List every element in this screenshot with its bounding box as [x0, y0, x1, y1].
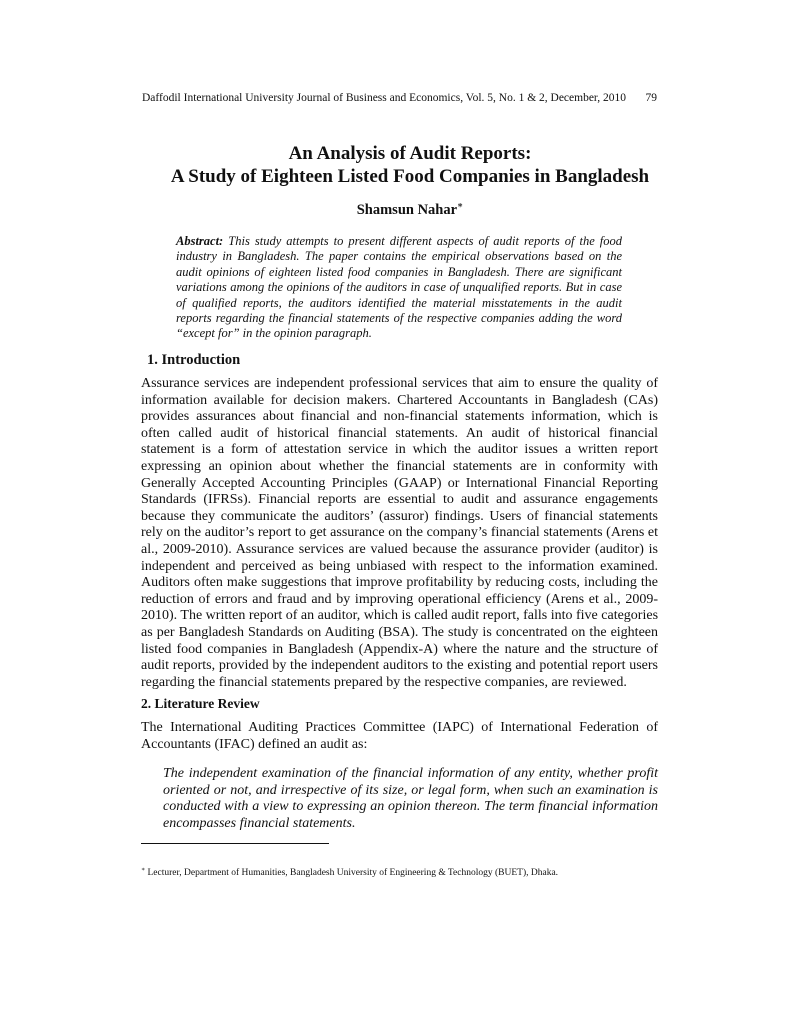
abstract-label: Abstract: [176, 234, 224, 248]
section-heading-introduction: 1. Introduction [147, 352, 241, 368]
section-heading-literature-review: 2. Literature Review [141, 696, 260, 711]
author-name: Shamsun Nahar [356, 201, 458, 218]
journal-citation: Daffodil International University Journal of Business and Economics, Vol. 5, No. 1 & 2, December, 2010 [142, 92, 627, 104]
abstract-text: This study attempts to present different aspects of audit reports of the food industry in Bangladesh. The paper contains the empirical observations based on the audit opinions of eighteen listed food companies in Bangladesh. There are significant variations among the opinions of the auditors in case of unqualified reports. But in case of qualified reports, the auditors identified the material misstatements in the audit reports regarding the financial statements of the respective companies adding the word “except for” in the opinion paragraph. [176, 234, 622, 341]
paper-title [60, 142, 760, 188]
title-line-1: An Analysis of Audit Reports: [288, 143, 532, 164]
abstract [176, 234, 622, 342]
block-quote: The independent examination of the financial information of any entity, whether profit oriented or not, and irrespective of its size, or legal form, when such an examination is conducted with a view to expressing an opinion thereon. The term financial information encompasses financial statements. [163, 766, 658, 831]
literature-review-paragraph: The International Auditing Practices Committee (IAPC) of International Federation of Accountants (IFAC) defined an audit as: [141, 720, 658, 752]
footnote-divider [141, 843, 329, 844]
running-head [142, 92, 657, 104]
title-line-2: A Study of Eighteen Listed Food Companies in Bangladesh [170, 166, 650, 187]
introduction-paragraph: Assurance services are independent professional services that aim to ensure the quality of information available for decision makers. Chartered Accountants in Bangladesh (CAs) provides assurances about financial and non-financial statements information, which is often called audit of historical financial statements. An audit of historical financial statement is a form of attestation service in which the auditor issues a written report expressing an opinion about whether the financial statements are in conformity with Generally Accepted Accounting Principles (GAAP) or International Financial Reporting Standards (IFRSs). Financial reports are essential to audit and assurance engagements because they communicate the auditors’ (assuror) findings. Users of financial statements rely on the auditor’s report to get assurance on the company’s financial statements (Arens et al., 2009-2010). Assurance services are valued because the assurance provider (auditor) is independent and perceived as being unbiased with respect to the information examined. Auditors often make suggestions that improve profitability by reducing costs, including the reduction of errors and fraud and by improving operational efficiency (Arens et al., 2009-2010). The written report of an auditor, which is called audit report, falls into five categories as per Bangladesh Standards on Auditing (BSA). The study is concentrated on the eighteen listed food companies in Bangladesh (Appendix-A) where the nature and the structure of audit reports, provided by the independent auditors to the existing and potential report users regarding the financial statements prepared by the respective companies, are reviewed. [141, 376, 659, 690]
page-number: 79 [645, 92, 657, 104]
footnote [141, 866, 558, 878]
author [60, 200, 760, 219]
footnote-text: Lecturer, Department of Humanities, Bangladesh University of Engineering & Technology (BUET), Dhaka. [145, 868, 559, 879]
author-footnote-mark: ∗ [457, 200, 464, 210]
footnote-mark: ∗ [141, 867, 146, 873]
